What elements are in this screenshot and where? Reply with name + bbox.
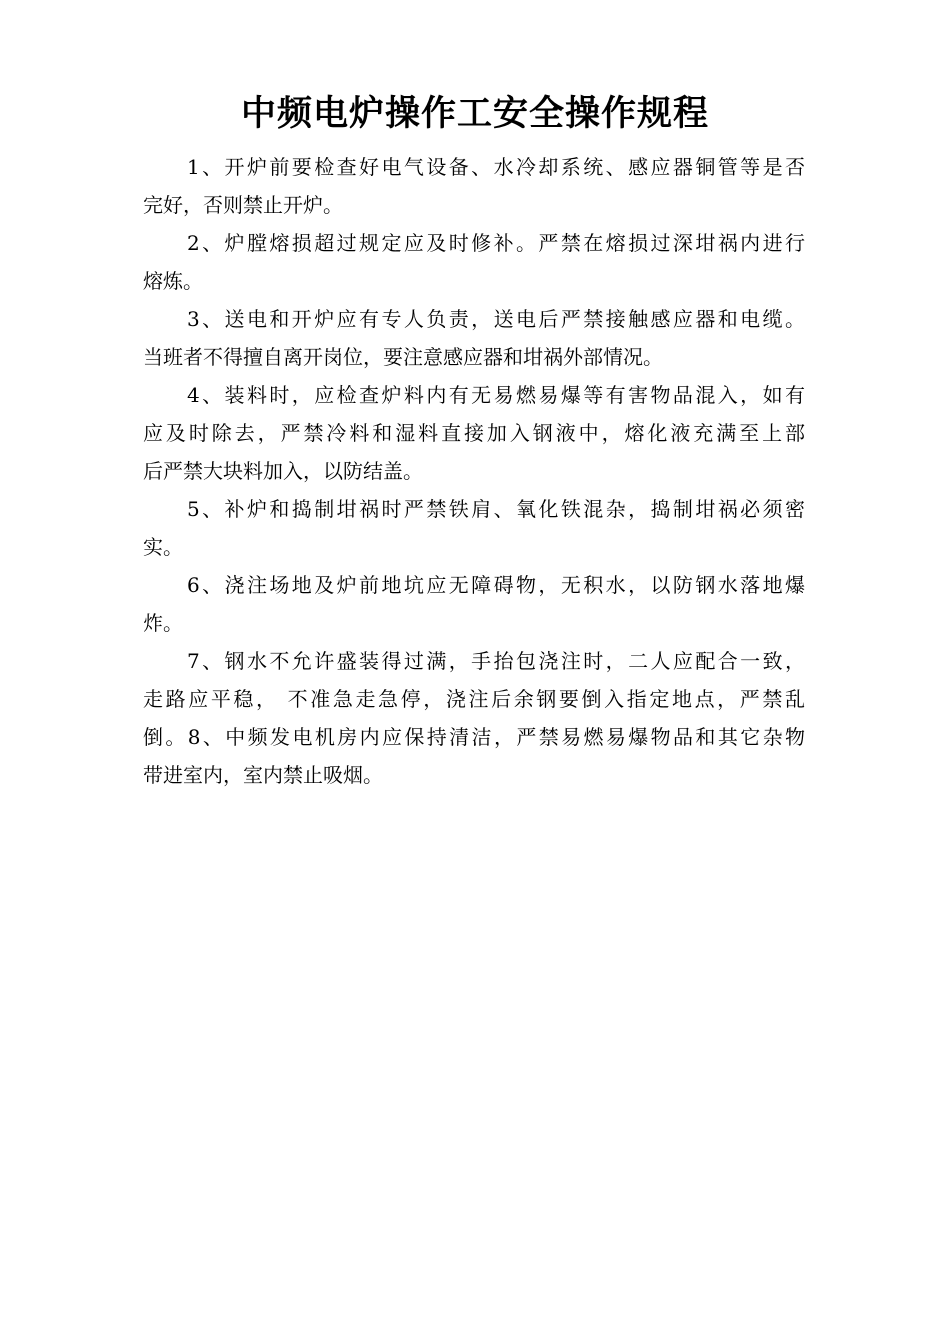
paragraph-line: 2、炉膛熔损超过规定应及时修补。严禁在熔损过深坩祸内进行: [187, 231, 805, 255]
paragraph-6: [143, 566, 805, 642]
paragraph-line: 走路应平稳， 不准急走急停，浇注后余钢要倒入指定地点，严禁乱: [143, 687, 805, 711]
paragraph-line: 完好，否则禁止开炉。: [143, 193, 343, 217]
paragraph-1: [143, 148, 805, 224]
paragraph-line: 实。: [143, 535, 183, 559]
paragraph-line: 5、补炉和捣制坩祸时严禁铁肩、氧化铁混杂，捣制坩祸必须密: [187, 497, 805, 521]
paragraph-7: [143, 642, 805, 794]
paragraph-3: [143, 300, 805, 376]
paragraph-line: 6、浇注场地及炉前地坑应无障碍物，无积水，以防钢水落地爆: [187, 573, 805, 597]
paragraph-line: 4、装料时，应检查炉料内有无易燃易爆等有害物品混入，如有: [187, 383, 805, 407]
document-title: 中频电炉操作工安全操作规程: [240, 94, 709, 134]
paragraph-line: 熔炼。: [143, 269, 203, 293]
paragraph-line: 后严禁大块料加入，以防结盖。: [143, 459, 423, 483]
paragraph-line: 应及时除去，严禁冷料和湿料直接加入钢液中，熔化液充满至上部: [143, 421, 805, 445]
document-body: [143, 148, 805, 794]
paragraph-line: 炸。: [143, 611, 183, 635]
paragraph-line: 1、开炉前要检查好电气设备、水冷却系统、感应器铜管等是否: [187, 155, 805, 179]
paragraph-line: 当班者不得擅自离开岗位，要注意感应器和坩祸外部情况。: [143, 345, 663, 369]
paragraph-line: 7、钢水不允许盛装得过满，手抬包浇注时，二人应配合一致，: [187, 649, 805, 673]
paragraph-2: [143, 224, 805, 300]
paragraph-line: 3、送电和开炉应有专人负责，送电后严禁接触感应器和电缆。: [187, 307, 805, 331]
paragraph-5: [143, 490, 805, 566]
paragraph-line: 倒。8、中频发电机房内应保持清洁，严禁易燃易爆物品和其它杂物: [143, 725, 805, 749]
paragraph-line: 带进室内，室内禁止吸烟。: [143, 763, 383, 787]
paragraph-4: [143, 376, 805, 490]
